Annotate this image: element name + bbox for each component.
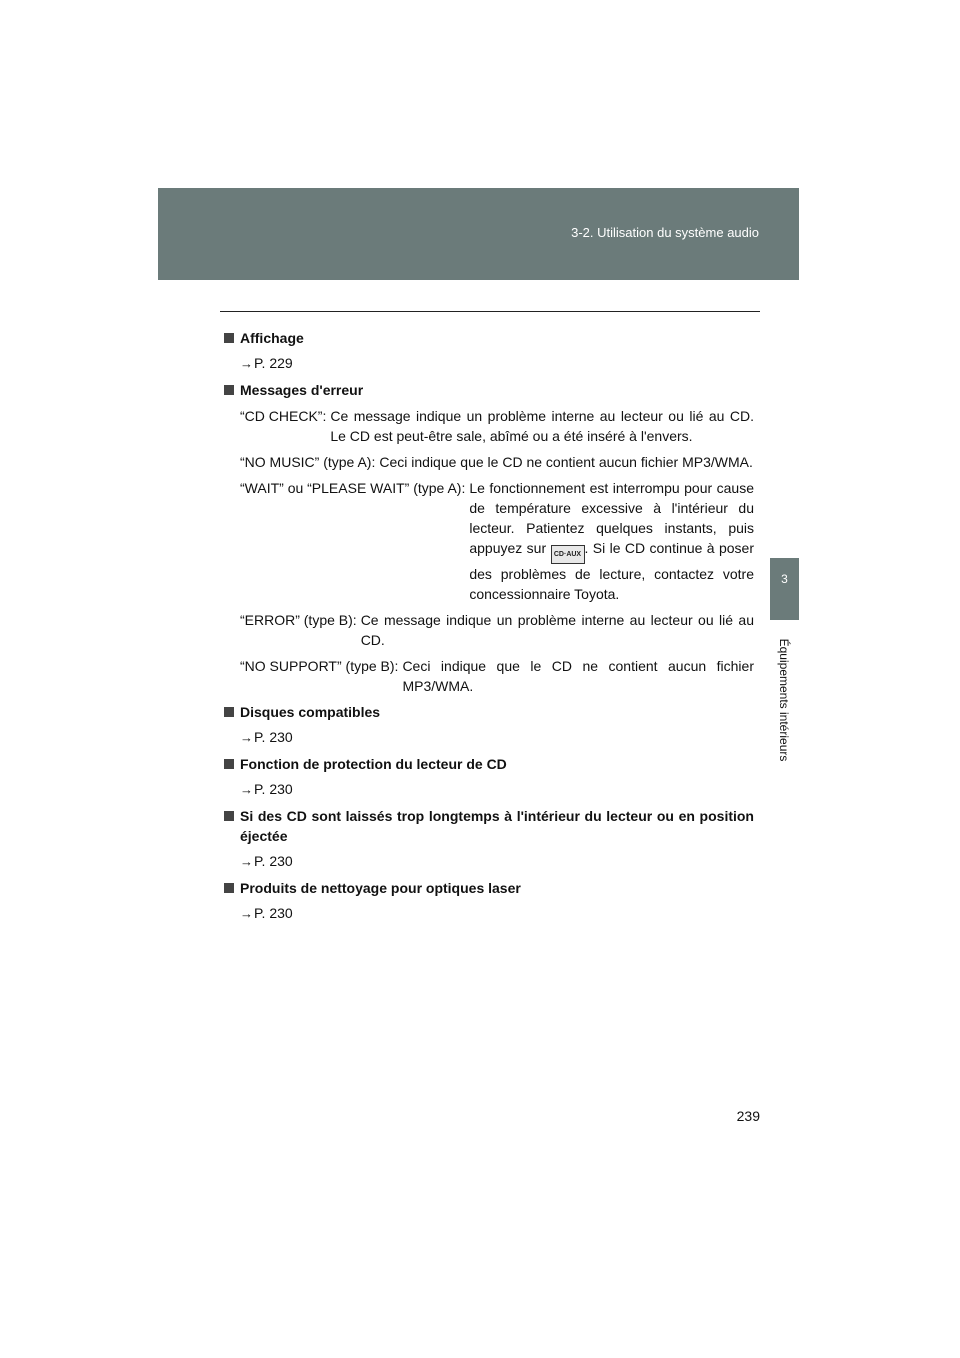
section-heading-ejectee: Si des CD sont laissés trop longtemps à l'intérieur du lecteur ou en position éjectée	[224, 806, 754, 846]
error-message-desc: Ceci indique que le CD ne contient aucun fichier MP3/WMA.	[379, 454, 753, 470]
error-message-desc: Ce message indique un problème interne au lecteur ou lié au CD.	[360, 612, 754, 648]
chapter-number: 3	[781, 572, 788, 586]
square-bullet-icon	[224, 707, 234, 717]
arrow-right-icon: →	[240, 356, 253, 371]
page-reference[interactable]: →P. 230	[240, 905, 293, 921]
error-message-desc: Ce message indique un problème interne au lecteur ou lié au CD. Le CD est peut-être sale, abîmé ou a été inséré à l'envers.	[330, 408, 754, 444]
arrow-right-icon: →	[240, 782, 253, 797]
page-reference[interactable]: →P. 230	[240, 853, 293, 869]
arrow-right-icon: →	[240, 906, 253, 921]
error-message-term: “NO MUSIC” (type A):	[240, 454, 376, 470]
section-heading-affichage: Affichage	[224, 328, 754, 348]
error-message-term: “CD CHECK”:	[240, 408, 327, 424]
square-bullet-icon	[224, 333, 234, 343]
error-message-term: “NO SUPPORT” (type B):	[240, 658, 399, 674]
section-heading-protection: Fonction de protection du lecteur de CD	[224, 754, 754, 774]
side-tab-spacer	[770, 280, 799, 558]
page-reference[interactable]: →P. 230	[240, 781, 293, 797]
error-message-term: “WAIT” ou “PLEASE WAIT” (type A):	[240, 480, 466, 496]
page-number: 239	[736, 1108, 760, 1124]
cd-aux-button-icon: CD·AUX	[551, 545, 585, 564]
arrow-right-icon: →	[240, 730, 253, 745]
page-reference[interactable]: →P. 229	[240, 355, 293, 371]
section-heading-nettoyage: Produits de nettoyage pour optiques laser	[224, 878, 754, 898]
error-message-item	[224, 478, 754, 604]
error-message-term: “ERROR” (type B):	[240, 612, 357, 628]
error-message-item	[224, 610, 754, 650]
divider	[220, 311, 760, 312]
chapter-tab[interactable]	[770, 558, 799, 620]
section-heading-messages: Messages d'erreur	[224, 380, 754, 400]
chapter-label: Équipements intérieurs	[777, 638, 791, 762]
square-bullet-icon	[224, 759, 234, 769]
error-message-item	[224, 406, 754, 446]
error-message-item	[224, 452, 754, 472]
page-reference[interactable]: →P. 230	[240, 729, 293, 745]
header-band	[158, 188, 799, 280]
section-heading-disques: Disques compatibles	[224, 702, 754, 722]
section-title: 3-2. Utilisation du système audio	[571, 225, 759, 240]
square-bullet-icon	[224, 385, 234, 395]
error-message-desc: Le fonctionnement est interrompu pour cause de température excessive à l'intérieur du lecteur. Patientez quelques instants, puis appuyez sur CD·AUX . Si le CD continue à poser des problèmes de lecture, contactez votre concessionnaire Toyota.	[469, 480, 754, 602]
square-bullet-icon	[224, 883, 234, 893]
square-bullet-icon	[224, 811, 234, 821]
arrow-right-icon: →	[240, 854, 253, 869]
error-message-desc: Ceci indique que le CD ne contient aucun fichier MP3/WMA.	[402, 658, 754, 694]
page-content	[224, 328, 754, 924]
error-message-item	[224, 656, 754, 696]
